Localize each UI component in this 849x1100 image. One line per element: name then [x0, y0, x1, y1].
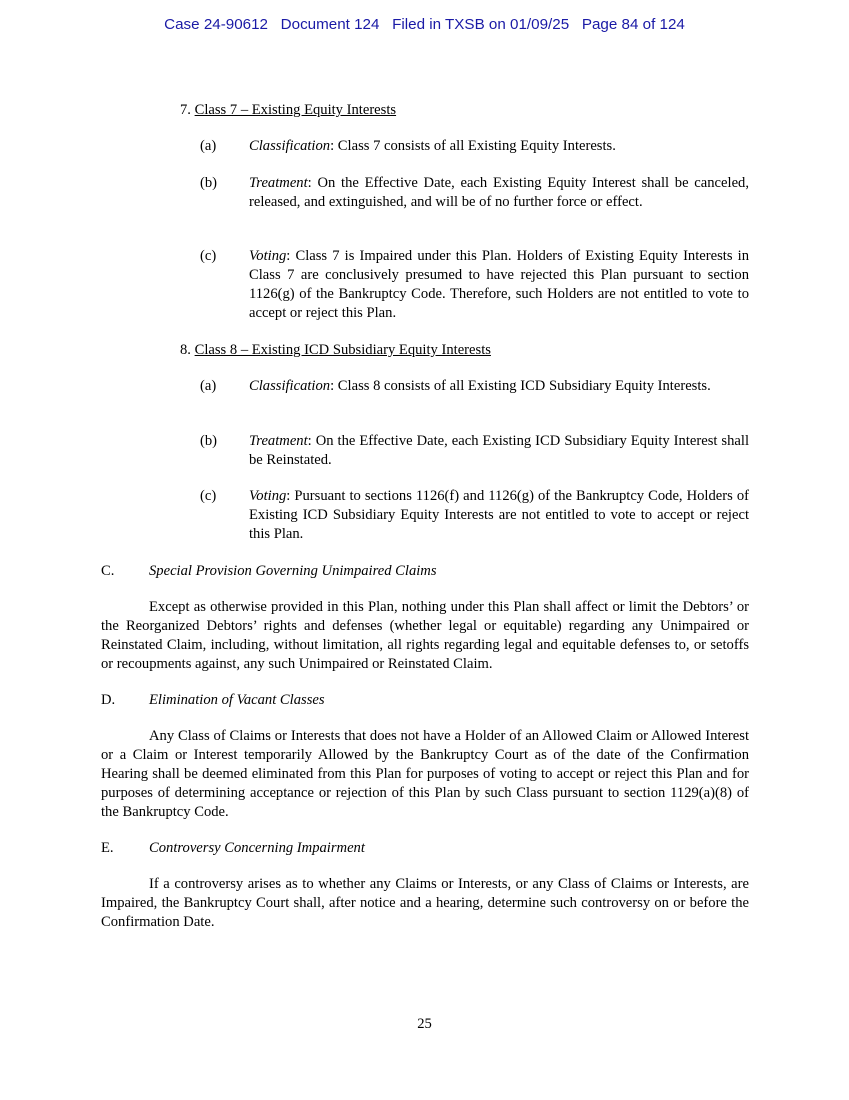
class8-number: 8. — [180, 342, 191, 358]
section-d-title: Elimination of Vacant Classes — [149, 692, 325, 708]
page-number: 25 — [417, 1016, 432, 1032]
class7-item-a-label: (a) — [200, 138, 217, 154]
section-d-letter: D. — [101, 692, 116, 708]
section-c-body — [101, 598, 749, 674]
document-number: Document 124 — [280, 16, 380, 33]
class8-item-c-term: Voting — [249, 488, 287, 504]
class8-heading — [180, 341, 491, 360]
class7-item-b — [249, 174, 749, 212]
class7-item-a — [249, 137, 749, 156]
class7-item-a-term: Classification — [249, 138, 331, 154]
filing-header — [0, 15, 849, 35]
section-c-body-text: Except as otherwise provided in this Plan, nothing under this Plan shall affect or limit the Debtors’ or the Reorganized Debtors’ rights and defenses (whether legal or equitable) regarding any Unimpaired or Reinstated Claim, including, without limitation, all rights regarding legal and equitable defenses to, or setoffs or recoupments against, any such Unimpaired or Reinstated Claim. — [101, 599, 749, 672]
section-d-body-text: Any Class of Claims or Interests that does not have a Holder of an Allowed Claim or Allowed Interest or a Claim or Interest temporarily Allowed by the Bankruptcy Court as of the date of the Confirmation Hearing shall be deemed eliminated from this Plan for purposes of voting to accept or reject this Plan and for purposes of determining acceptance or rejection of this Plan by such Class pursuant to section 1129(a)(8) of the Bankruptcy Code. — [101, 728, 749, 820]
class7-item-c-text: : Class 7 is Impaired under this Plan. Holders of Existing Equity Interests in Class 7 are conclusively presumed to have rejected this Plan pursuant to section 1126(g) of the Bankruptcy Code. Therefore, such Holders are not entitled to vote to accept or reject this Plan. — [249, 248, 749, 321]
class7-item-b-term: Treatment — [249, 175, 308, 191]
class8-item-a-label: (a) — [200, 378, 217, 394]
class7-item-a-text: : Class 7 consists of all Existing Equity Interests. — [330, 138, 616, 154]
class8-item-b-label: (b) — [200, 433, 218, 449]
case-number: Case 24-90612 — [164, 16, 268, 33]
page-info: Page 84 of 124 — [581, 16, 685, 33]
class8-item-a-term: Classification — [249, 378, 331, 394]
section-e-body-text: If a controversy arises as to whether any Claims or Interests, or any Class of Claims or Interests, are Impaired, the Bankruptcy Court shall, after notice and a hearing, determine such controversy on or before the Confirmation Date. — [101, 876, 749, 930]
filed-info: Filed in TXSB on 01/09/25 — [392, 16, 570, 33]
class8-item-b — [249, 432, 749, 470]
class7-number: 7. — [180, 102, 191, 118]
class8-item-b-text: : On the Effective Date, each Existing ICD Subsidiary Equity Interest shall be Reinstated. — [249, 433, 749, 468]
class7-heading — [180, 101, 396, 120]
class8-item-a-text: : Class 8 consists of all Existing ICD Subsidiary Equity Interests. — [330, 378, 711, 394]
class8-item-c — [249, 487, 749, 544]
section-e-title: Controversy Concerning Impairment — [149, 840, 365, 856]
class7-item-c-term: Voting — [249, 248, 287, 264]
class7-item-c — [249, 247, 749, 323]
class7-item-b-label: (b) — [200, 175, 218, 191]
class8-item-b-term: Treatment — [249, 433, 308, 449]
class8-item-c-label: (c) — [200, 488, 217, 504]
section-e-body — [101, 875, 749, 932]
class8-item-a — [249, 377, 749, 396]
section-e-letter: E. — [101, 840, 114, 856]
section-d-body — [101, 727, 749, 822]
class7-item-b-text: : On the Effective Date, each Existing Equity Interest shall be canceled, released, and extinguished, and will be of no further force or effect. — [249, 175, 749, 210]
class8-item-c-text: : Pursuant to sections 1126(f) and 1126(g) of the Bankruptcy Code, Holders of Existing ICD Subsidiary Equity Interests are not entitled to vote to accept or reject this Plan. — [249, 488, 749, 542]
section-c-letter: C. — [101, 563, 115, 579]
section-c-title: Special Provision Governing Unimpaired Claims — [149, 563, 437, 579]
class7-title: Class 7 – Existing Equity Interests — [194, 102, 397, 118]
class8-title: Class 8 – Existing ICD Subsidiary Equity Interests — [194, 342, 491, 358]
class7-item-c-label: (c) — [200, 248, 217, 264]
